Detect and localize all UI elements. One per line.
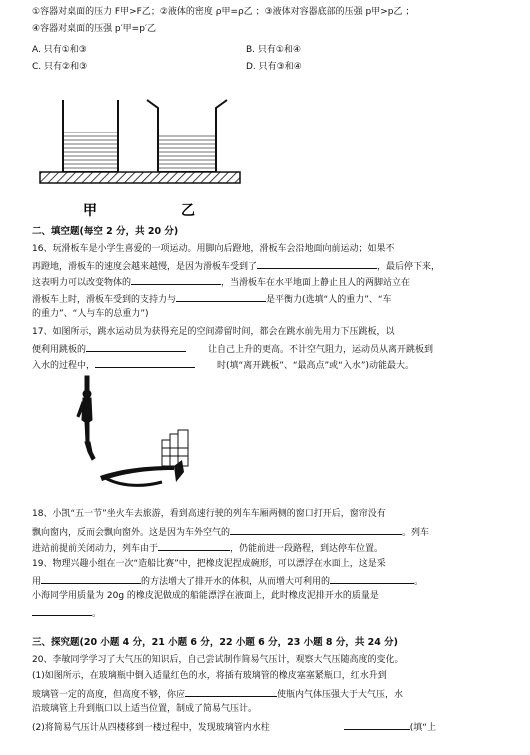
q20-blank-2[interactable] <box>344 720 410 730</box>
q20-line-5: (2)将简易气压计从四楼移到一楼过程中，发现玻璃管内水柱 (填“上 <box>32 720 436 734</box>
q19-line-3: 小海同学用质量为 20g 的橡皮泥做成的船能漂浮在液面上，此时橡皮泥排开水的质量是 <box>32 591 379 601</box>
q19-line-4: 。 <box>32 606 101 620</box>
q20-line-2: (1)如图所示，在玻璃瓶中倒入适量红色的水，将插有玻璃管的橡皮塞塞紧瓶口，红水升到 <box>32 671 387 681</box>
q17-line-2: 便利用跳板的 让自己上升的更高。不计空气阻力，运动员从离开跳板到 <box>32 342 433 356</box>
section-3-heading: 三、探究题(20 小题 4 分，21 小题 6 分，22 小题 6 分，23 小题 8 分，共 24 分) <box>32 637 399 648</box>
question-statement-line-2: ④容器对桌面的压强 p′甲=p′乙 <box>32 24 156 34</box>
q17-blank-2[interactable] <box>95 358 195 368</box>
diver-figure <box>62 372 194 497</box>
q16-blank-2[interactable] <box>131 275 221 285</box>
q16-line-5: 的重力”、“人与车的总重力”) <box>32 309 149 319</box>
q19-line-1: 19、物理兴趣小组在一次“造船比赛”中，把橡皮泥捏成碗形，可以漂浮在水面上，这是采 <box>32 559 386 569</box>
question-statement-line-1: ①容器对桌面的压力 F甲>F乙；②液体的密度 ρ甲=ρ乙 ；③液体对容器底部的压强 p甲>p乙 ； <box>32 7 415 17</box>
q17-line-1: 17、如图所示，跳水运动员为获得充足的空间滞留时间，都会在跳水前先用力下压跳板，以 <box>32 327 395 337</box>
q18-line-2: 飘向窗内，反而会飘向窗外。这是因为车外空气的 。列车 <box>32 525 429 539</box>
liquid-yi <box>158 133 216 172</box>
section-2-heading: 二、填空题(每空 2 分，共 20 分) <box>32 226 179 237</box>
option-a: A. 只有①和③ <box>32 45 87 55</box>
option-d: D. 只有③和④ <box>246 62 302 72</box>
q16-blank-1[interactable] <box>257 259 377 269</box>
q18-blank-2[interactable] <box>158 541 230 551</box>
q20-line-1: 20、李敏同学学习了大气压的知识后，自己尝试制作简易气压计，观察大气压随高度的变化。 <box>32 655 404 665</box>
q18-blank-1[interactable] <box>230 525 402 535</box>
q19-blank-1[interactable] <box>41 574 141 584</box>
label-yi: 乙 <box>181 203 195 219</box>
diving-board <box>100 466 174 481</box>
q16-blank-3[interactable] <box>176 292 266 302</box>
q16-line-2: 再蹬地，滑板车的速度会越来越慢，是因为滑板车受到了 ，最后停下来， <box>32 259 440 273</box>
q17-blank-1[interactable] <box>86 342 186 352</box>
q16-line-1: 16、玩滑板车是小学生喜爱的一项运动。用脚向后蹬地，滑板车会沿地面向前运动；如果不 <box>32 244 395 254</box>
diver-icon <box>77 376 95 460</box>
label-jia: 甲 <box>83 203 97 219</box>
board-base <box>174 460 184 482</box>
q19-blank-2[interactable] <box>330 574 414 584</box>
platform-steps <box>162 430 188 466</box>
option-c: C. 只有②和③ <box>32 62 88 72</box>
table-surface <box>40 172 240 183</box>
q18-line-3: 进站前提前关闭动力，列车由于 ，仍能前进一段路程，到达停车位置。 <box>32 541 383 555</box>
q20-line-4: 沿玻璃管上升到瓶口以上适当位置，制成了简易气压计。 <box>32 704 258 714</box>
container-jia <box>63 100 118 172</box>
option-b: B. 只有①和④ <box>246 45 302 55</box>
q17-line-3: 入水的过程中， 时(填“离开跳板”、“最高点”或“入水”)动能最大。 <box>32 358 414 372</box>
container-figure <box>30 90 245 225</box>
diver-arms <box>85 376 89 390</box>
q19-line-2: 用 的方法增大了排开水的体积，从而增大可利用的 。 <box>32 574 423 588</box>
q20-blank-1[interactable] <box>185 687 277 697</box>
q20-line-3: 玻璃管一定的高度，但高度不够，你应 使瓶内气体压强大于大气压，水 <box>32 687 403 701</box>
q16-line-3: 这表明力可以改变物体的 ，当滑板车在水平地面上静止且人的两脚站立在 <box>32 275 410 289</box>
q18-line-1: 18、小凯“五一节”坐火车去旅游，看到高速行驶的列车车厢两侧的窗口打开后，窗帘没有 <box>32 509 386 519</box>
q16-line-4: 滑板车上时，滑板车受到的支持力与 是平衡力(选填“人的重力”、“车 <box>32 292 392 306</box>
q19-blank-3[interactable] <box>32 606 92 616</box>
container-yi <box>147 100 227 172</box>
liquid-jia <box>63 132 118 172</box>
